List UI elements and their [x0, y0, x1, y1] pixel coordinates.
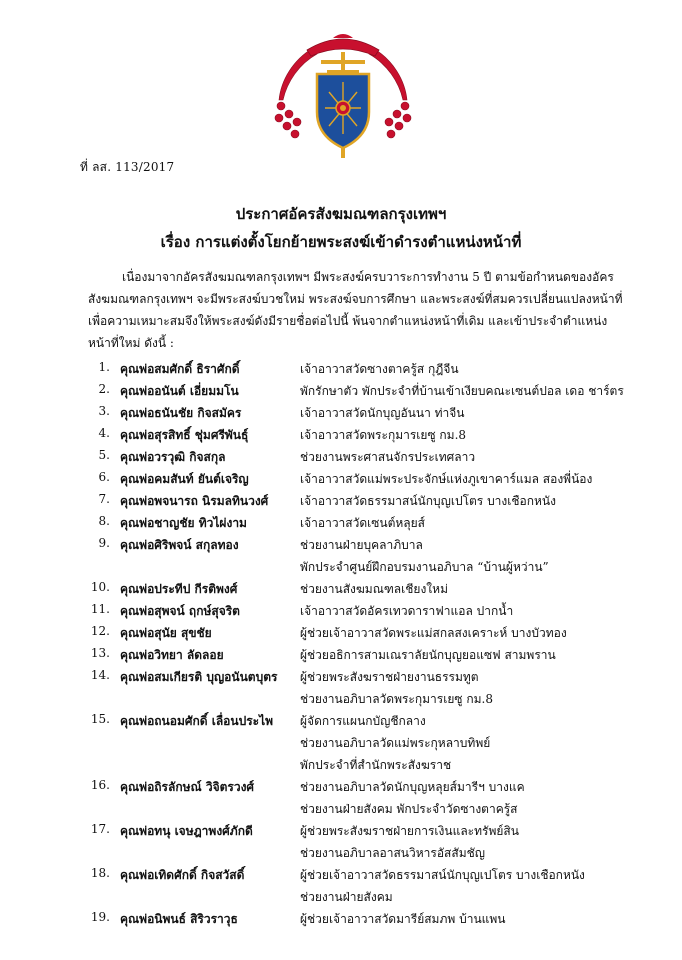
appointment-row: [80, 822, 620, 844]
intro-paragraph: [88, 266, 623, 354]
assigned-position: เจ้าอาวาสวัดอัครเทวดาราฟาแอล ปากน้ำ: [300, 604, 514, 618]
appointment-number: 5.: [98, 448, 110, 462]
priest-name: คุณพ่อสุนัย สุขชัย: [120, 626, 212, 640]
appointment-number: 15.: [90, 712, 110, 726]
assigned-position: ผู้ช่วยเจ้าอาวาสวัดมารีย์สมภพ บ้านแพน: [300, 912, 506, 926]
assigned-position: ช่วยงานฝ่ายบุคลาภิบาล: [300, 538, 423, 552]
assigned-position: เจ้าอาวาสวัดธรรมาสน์นักบุญเปโตร บางเชือกหนัง: [300, 494, 556, 508]
priest-name: คุณพ่อสุพจน์ ฤกษ์สุจริต: [120, 604, 240, 618]
assigned-position: เจ้าอาวาสวัดซางตาครู้ส กุฎีจีน: [300, 362, 459, 376]
assigned-position: เจ้าอาวาสวัดแม่พระประจักษ์แห่งภูเขาคาร์แมล สองพี่น้อง: [300, 472, 593, 486]
appointment-row: [80, 888, 620, 910]
assigned-position: ช่วยงานฝ่ายสังคม พักประจำวัดซางตาครู้ส: [300, 802, 518, 816]
appointment-row: [80, 470, 620, 492]
appointment-number: 19.: [90, 910, 110, 924]
intro-line: สังฆมณฑลกรุงเทพฯ จะมีพระสงฆ์บวชใหม่ พระสงฆ์จบการศึกษา และพระสงฆ์ที่สมควรเปลี่ยนแปลงหน้าที่: [88, 292, 623, 306]
intro-line: หน้าที่ใหม่ ดังนี้ :: [88, 336, 174, 350]
intro-line: เพื่อความเหมาะสมจึงให้พระสงฆ์ดังมีรายชื่อต่อไปนี้ พ้นจากตำแหน่งหน้าที่เดิม และเข้าประจำตำแหน่ง: [88, 314, 608, 328]
assigned-position: ช่วยงานอภิบาลวัดนักบุญหลุยส์มารีฯ บางแค: [300, 780, 525, 794]
appointment-number: 6.: [98, 470, 110, 484]
appointment-row: [80, 536, 620, 558]
appointment-row: [80, 514, 620, 536]
announcement-title: ประกาศอัครสังฆมณฑลกรุงเทพฯ: [235, 205, 447, 223]
assigned-position: เจ้าอาวาสวัดนักบุญอันนา ท่าจีน: [300, 406, 465, 420]
appointment-row: [80, 800, 620, 822]
announcement-subject: เรื่อง การแต่งตั้งโยกย้ายพระสงฆ์เข้าดำรงตำแหน่งหน้าที่: [160, 233, 522, 251]
assigned-position: ผู้ช่วยอธิการสามเณราลัยนักบุญยอแซฟ สามพราน: [300, 648, 556, 662]
appointment-number: 7.: [98, 492, 110, 506]
appointment-row: [80, 712, 620, 734]
priest-name: คุณพ่อสมศักดิ์ ธิราศักดิ์: [120, 362, 240, 376]
assigned-position: ช่วยงานฝ่ายสังคม: [300, 890, 393, 904]
assigned-position: ช่วยงานพระศาสนจักรประเทศลาว: [300, 450, 476, 464]
appointment-row: [80, 778, 620, 800]
appointment-row: [80, 404, 620, 426]
priest-name: คุณพ่อวรวุฒิ กิจสกุล: [120, 450, 226, 464]
appointment-number: 14.: [90, 668, 110, 682]
intro-line: เนื่องมาจากอัครสังฆมณฑลกรุงเทพฯ มีพระสงฆ์ครบวาระการทำงาน 5 ปี ตามข้อกำหนดของอัคร: [122, 270, 614, 284]
assigned-position: ช่วยงานอภิบาลวัดพระกุมารเยซู กม.8: [300, 692, 493, 706]
appointment-number: 3.: [98, 404, 110, 418]
assigned-position: ผู้ช่วยเจ้าอาวาสวัดพระแม่สกลสงเคราะห์ บางบัวทอง: [300, 626, 567, 640]
archdiocese-crest-icon: [273, 30, 413, 162]
priest-name: คุณพ่อสมเกียรติ บุญอนันตบุตร: [120, 670, 278, 684]
appointment-number: 4.: [98, 426, 110, 440]
priest-name: คุณพ่อนิพนธ์ สิริวราวุธ: [120, 912, 238, 926]
appointment-number: 18.: [90, 866, 110, 880]
appointment-row: [80, 690, 620, 712]
appointment-row: [80, 844, 620, 866]
assigned-position: ผู้ช่วยพระสังฆราชฝ่ายงานธรรมทูต: [300, 670, 479, 684]
priest-name: คุณพ่อธนันชัย กิจสมัคร: [120, 406, 242, 420]
assigned-position: ช่วยงานอภิบาลอาสนวิหารอัสสัมชัญ: [300, 846, 485, 860]
reference-number: ที่ ลส. 113/2017: [80, 160, 175, 174]
appointment-number: 11.: [90, 602, 110, 616]
assigned-position: ผู้ช่วยพระสังฆราชฝ่ายการเงินและทรัพย์สิน: [300, 824, 519, 838]
assigned-position: เจ้าอาวาสวัดพระกุมารเยซู กม.8: [300, 428, 467, 442]
assigned-position: ช่วยงานอภิบาลวัดแม่พระกุหลาบทิพย์: [300, 736, 491, 750]
appointment-row: [80, 382, 624, 404]
appointment-row: [80, 910, 620, 932]
priest-name: คุณพ่อถนอมศักดิ์ เลื่อนประไพ: [120, 714, 274, 728]
appointment-row: [80, 668, 620, 690]
appointment-number: 8.: [98, 514, 110, 528]
appointment-number: 10.: [90, 580, 110, 594]
appointment-row: [80, 558, 620, 580]
assigned-position: ผู้ช่วยเจ้าอาวาสวัดธรรมาสน์นักบุญเปโตร บางเชือกหนัง: [300, 868, 585, 882]
assigned-position: ผู้จัดการแผนกบัญชีกลาง: [300, 714, 426, 728]
assigned-position: พักประจำที่สำนักพระสังฆราช: [300, 758, 452, 772]
appointment-row: [80, 646, 620, 668]
appointment-row: [80, 624, 620, 646]
priest-name: คุณพ่อชาญชัย ทิวไผ่งาม: [120, 516, 247, 530]
appointment-number: 16.: [90, 778, 110, 792]
appointment-row: [80, 448, 620, 470]
appointment-number: 9.: [98, 536, 110, 550]
assigned-position: พักประจำศูนย์ฝึกอบรมงานอภิบาล “บ้านผู้หว่าน”: [300, 560, 549, 574]
appointment-number: 13.: [90, 646, 110, 660]
priest-name: คุณพ่อประทีป กีรติพงศ์: [120, 582, 238, 596]
appointment-number: 12.: [90, 624, 110, 638]
appointment-row: [80, 360, 620, 382]
assigned-position: ช่วยงานสังฆมณฑลเชียงใหม่: [300, 582, 448, 596]
priest-name: คุณพ่อพจนารถ นิรมลทินวงศ์: [120, 494, 269, 508]
priest-name: คุณพ่อวิทยา ลัดลอย: [120, 648, 224, 662]
appointment-row: [80, 426, 620, 448]
assigned-position: เจ้าอาวาสวัดเซนต์หลุยส์: [300, 516, 426, 530]
priest-name: คุณพ่อศิริพจน์ สกุลทอง: [120, 538, 239, 552]
priest-name: คุณพ่ออนันต์ เอี่ยมมโน: [120, 384, 239, 398]
priest-name: คุณพ่อถิรลักษณ์ วิจิตรวงศ์: [120, 780, 255, 794]
appointment-row: [80, 734, 620, 756]
appointment-number: 17.: [90, 822, 110, 836]
appointment-number: 2.: [98, 382, 110, 396]
appointment-row: [80, 580, 620, 602]
priest-name: คุณพ่อทนุ เจษฎาพงศ์ภักดี: [120, 824, 253, 838]
appointment-number: 1.: [98, 360, 110, 374]
appointment-row: [80, 756, 620, 778]
priest-name: คุณพ่อสุรสิทธิ์ ชุ่มศรีพันธุ์: [120, 428, 249, 442]
priest-name: คุณพ่อเทิดศักดิ์ กิจสวัสดิ์: [120, 868, 245, 882]
priest-name: คุณพ่อคมสันท์ ยันต์เจริญ: [120, 472, 249, 486]
assigned-position: พักรักษาตัว พักประจำที่บ้านเข้าเงียบคณะเซนต์ปอล เดอ ชาร์ตร: [300, 384, 624, 398]
appointment-row: [80, 492, 620, 514]
appointment-row: [80, 602, 620, 624]
appointment-row: [80, 866, 620, 888]
appointment-list: [80, 360, 624, 932]
